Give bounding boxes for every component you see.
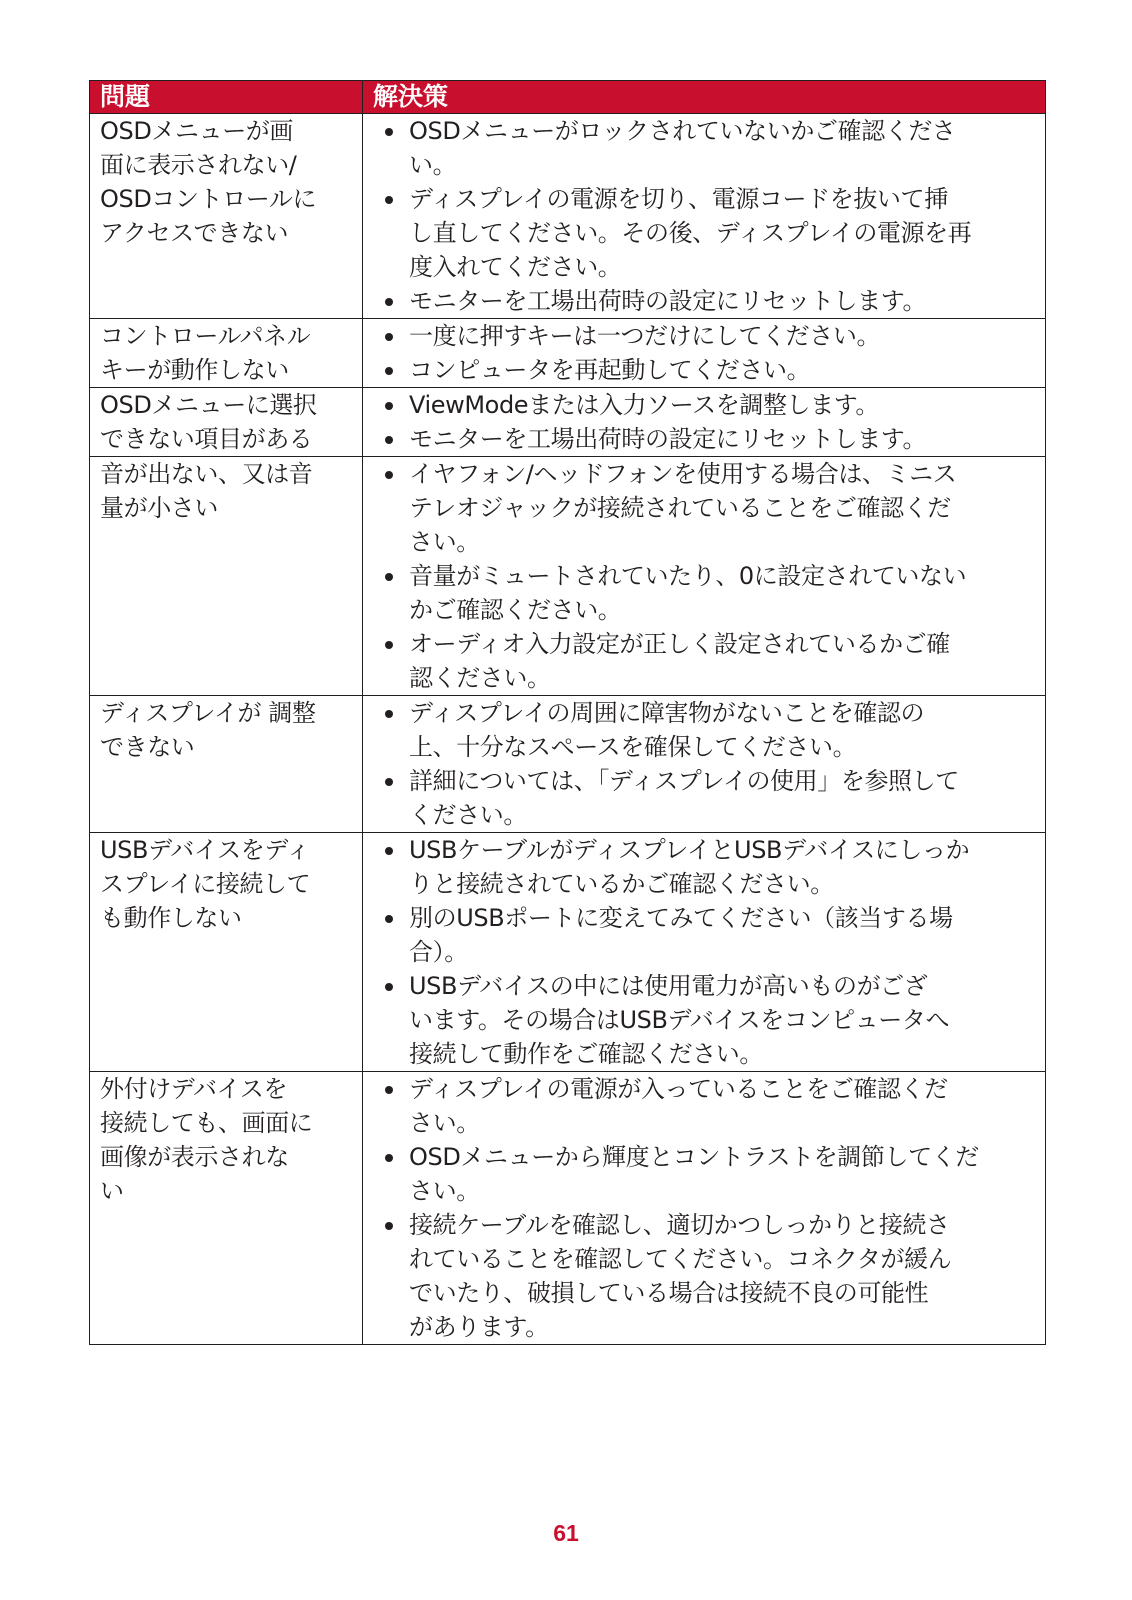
solution-list (373, 457, 1039, 695)
header-solution: 解決策 (363, 81, 1046, 114)
table-row (90, 114, 1046, 319)
solution-item: ViewModeまたは入力ソースを調整します。 (373, 388, 1039, 422)
solution-item: 別のUSBポートに変えてみてください（該当する場 合）。 (373, 901, 1039, 969)
page-number: 61 (553, 1520, 579, 1546)
header-problem: 問題 (90, 81, 363, 114)
solution-cell (363, 1072, 1046, 1345)
table-row (90, 457, 1046, 696)
problem-text: OSDメニューが画 面に表示されない/ OSDコントロールに アクセスできない (100, 117, 317, 247)
solution-cell (363, 457, 1046, 696)
solution-cell (363, 114, 1046, 319)
solution-cell (363, 388, 1046, 457)
solution-item: USBデバイスの中には使用電力が高いものがござ います。その場合はUSBデバイスをコンピュータへ 接続して動作をご確認ください。 (373, 969, 1039, 1071)
solution-item: 一度に押すキーは一つだけにしてください。 (373, 319, 1039, 353)
problem-text: コントロールパネル キーが動作しない (100, 322, 311, 384)
problem-cell (90, 696, 363, 833)
solution-item: ディスプレイの周囲に障害物がないことを確認の 上、十分なスペースを確保してください。 (373, 696, 1039, 764)
solution-list (373, 833, 1039, 1071)
problem-cell (90, 1072, 363, 1345)
problem-cell (90, 319, 363, 388)
solution-item: 音量がミュートされていたり、0に設定されていない かご確認ください。 (373, 559, 1039, 627)
solution-item: 接続ケーブルを確認し、適切かつしっかりと接続さ れていることを確認してください。コネクタが緩ん でいたり、破損している場合は接続不良の可能性 があります。 (373, 1208, 1039, 1344)
solution-cell (363, 696, 1046, 833)
solution-list (373, 388, 1039, 456)
solution-list (373, 1072, 1039, 1344)
solution-item: 詳細については、「ディスプレイの使用」を参照して ください。 (373, 764, 1039, 832)
troubleshooting-table (89, 80, 1046, 1345)
problem-text: 音が出ない、又は音 量が小さい (100, 460, 313, 522)
problem-text: 外付けデバイスを 接続しても、画面に 画像が表示されな い (100, 1075, 313, 1205)
problem-cell (90, 388, 363, 457)
solution-item: コンピュータを再起動してください。 (373, 353, 1039, 387)
table-row (90, 388, 1046, 457)
solution-list (373, 114, 1039, 318)
table-header-row (90, 81, 1046, 114)
solution-list (373, 696, 1039, 832)
table-row (90, 833, 1046, 1072)
problem-text: USBデバイスをディ スプレイに接続して も動作しない (100, 836, 311, 932)
solution-item: OSDメニューがロックされていないかご確認くださ い。 (373, 114, 1039, 182)
table-body (90, 114, 1046, 1345)
problem-cell (90, 457, 363, 696)
solution-item: イヤフォン/ヘッドフォンを使用する場合は、ミニス テレオジャックが接続されていることをご確認くだ さい。 (373, 457, 1039, 559)
table-row (90, 696, 1046, 833)
solution-item: OSDメニューから輝度とコントラストを調節してくだ さい。 (373, 1140, 1039, 1208)
problem-text: ディスプレイが 調整 できない (100, 699, 316, 761)
problem-cell (90, 114, 363, 319)
solution-cell (363, 833, 1046, 1072)
solution-item: オーディオ入力設定が正しく設定されているかご確 認ください。 (373, 627, 1039, 695)
problem-text: OSDメニューに選択 できない項目がある (100, 391, 317, 453)
solution-item: USBケーブルがディスプレイとUSBデバイスにしっか りと接続されているかご確認ください。 (373, 833, 1039, 901)
table-row (90, 1072, 1046, 1345)
problem-cell (90, 833, 363, 1072)
solution-cell (363, 319, 1046, 388)
solution-item: ディスプレイの電源を切り、電源コードを抜いて挿 し直してください。その後、ディスプレイの電源を再 度入れてください。 (373, 182, 1039, 284)
solution-item: モニターを工場出荷時の設定にリセットします。 (373, 422, 1039, 456)
solution-item: ディスプレイの電源が入っていることをご確認くだ さい。 (373, 1072, 1039, 1140)
solution-item: モニターを工場出荷時の設定にリセットします。 (373, 284, 1039, 318)
solution-list (373, 319, 1039, 387)
table-row (90, 319, 1046, 388)
